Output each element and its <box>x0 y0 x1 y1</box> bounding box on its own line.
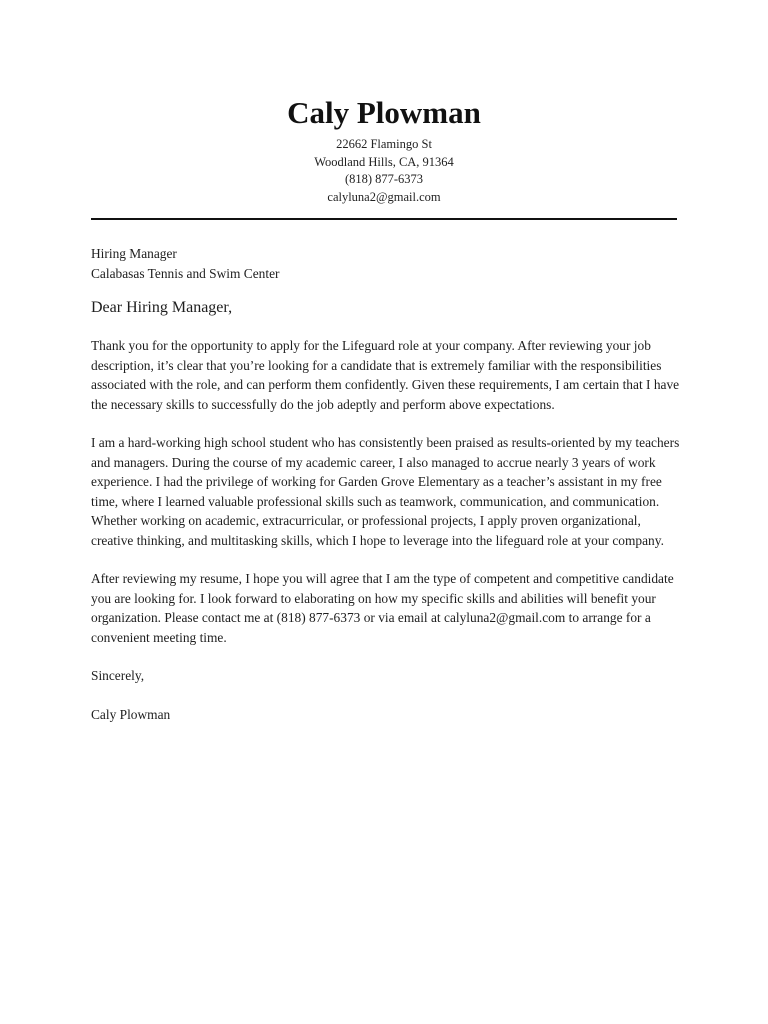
recipient-company: Calabasas Tennis and Swim Center <box>91 265 280 281</box>
paragraph-1: Thank you for the opportunity to apply for the Lifeguard role at your company. After reviewing your job description, it’s clear that you’re looking for a candidate that is extremely familiar with the responsibilities associated with the role, and can perform them confidently. Given these requirements, I am certain that I have the necessary skills to successfully do the job adeptly and perform above expectations. <box>91 338 680 412</box>
letter-header <box>0 94 768 206</box>
paragraph-3: After reviewing my resume, I hope you will agree that I am the type of competent and competitive candidate you are looking for. I look forward to elaborating on how my specific skills and abilities will benefit your organization. Please contact me at (818) 877-6373 or via email at calyluna2@gmail.com to arrange for a convenient meeting time. <box>91 571 674 645</box>
recipient-title: Hiring Manager <box>91 246 177 261</box>
sender-email: calyluna2@gmail.com <box>327 189 441 204</box>
header-divider <box>91 218 677 220</box>
sender-phone: (818) 877-6373 <box>344 172 424 186</box>
recipient-block <box>91 244 681 283</box>
signature-name: Caly Plowman <box>91 706 171 722</box>
salutation: Dear Hiring Manager, <box>91 299 233 316</box>
paragraph-2: I am a hard-working high school student who has consistently been praised as results-oriented by my teachers and managers. During the course of my academic career, I also managed to accrue nearly 3 years of work experience. I had the privilege of working for Garden Grove Elementary as a teacher’s assistant in my free time, where I learned valuable professional skills such as teamwork, communication, and communication. Whether working on academic, extracurricular, or professional projects, I apply proven organizational, creative thinking, and multitasking skills, which I hope to leverage into the lifeguard role at your company. <box>91 435 680 548</box>
letter-body <box>91 244 681 724</box>
sender-city: Woodland Hills, CA, 91364 <box>314 154 454 169</box>
closing: Sincerely, <box>91 668 145 683</box>
sender-name: Caly Plowman <box>287 95 481 130</box>
sender-street: 22662 Flamingo St <box>336 137 432 151</box>
